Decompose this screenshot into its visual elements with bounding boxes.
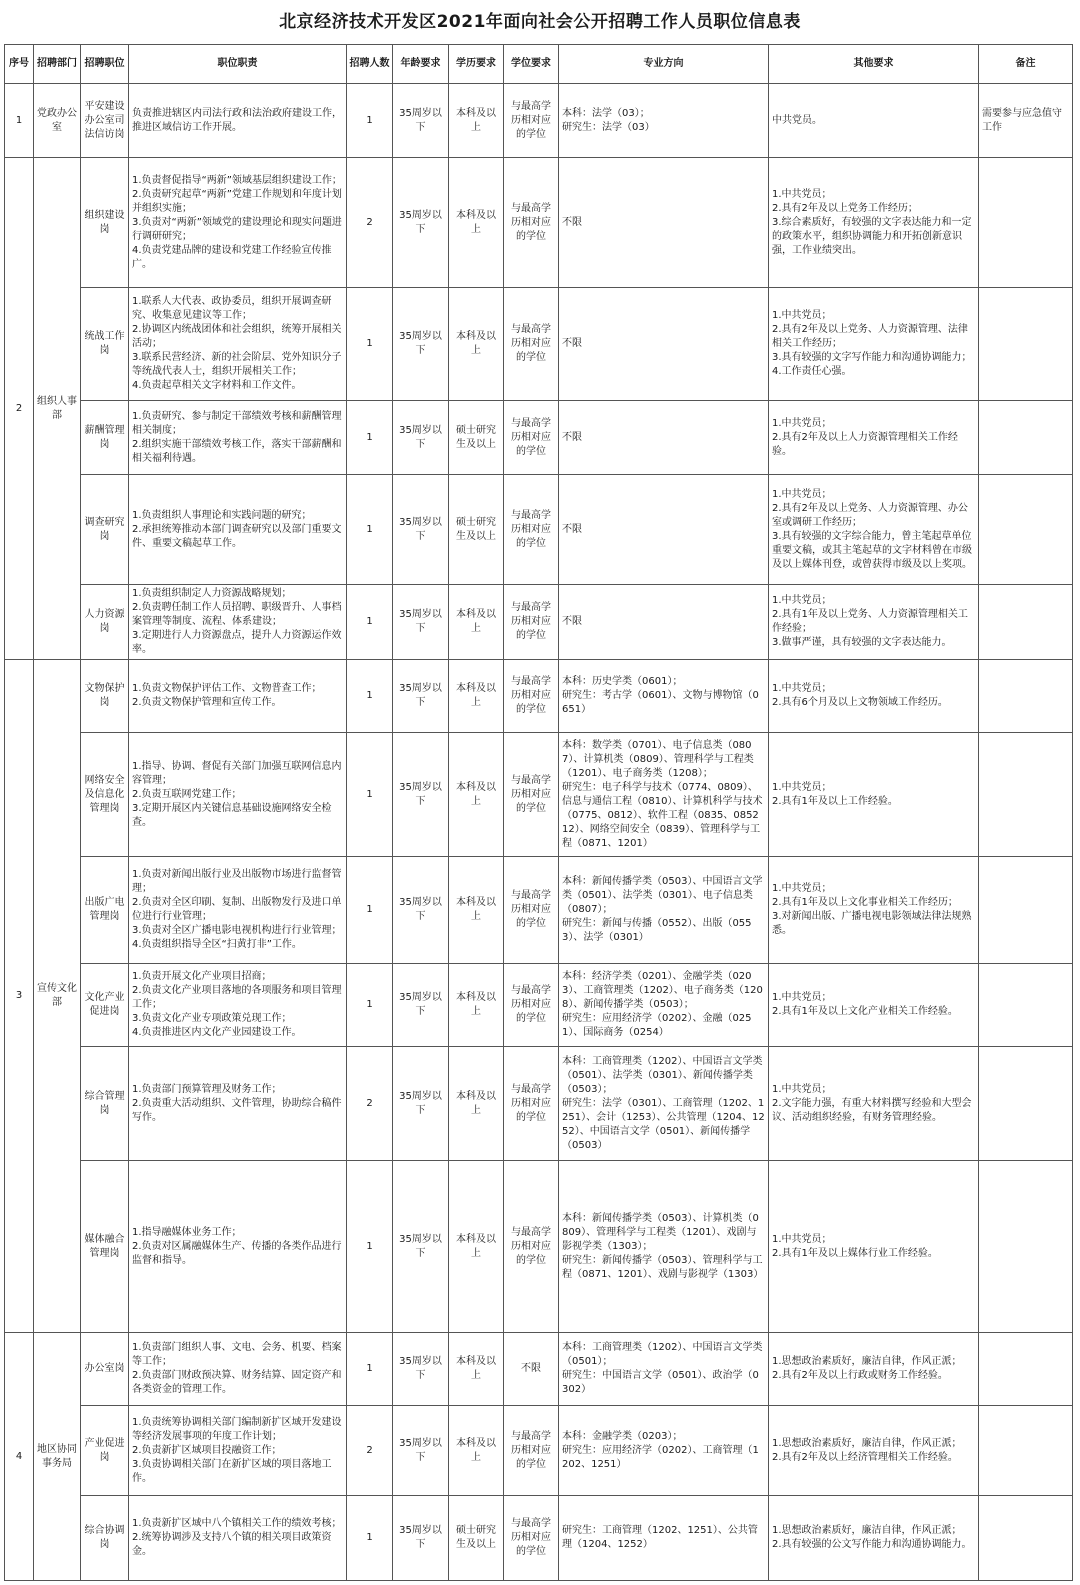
row-number: 1 [5,84,34,158]
major-requirement: 本科：工商管理类（1202）、中国语言文学类（0501）、法学类（0301）、新闻传播学类（0503）； 研究生：法学（0301）、工商管理（1202、1251）、会计（1253）、公共管理（1204、1252）、中国语言文学（0501）、新闻传播学（0503） [559,1047,769,1161]
age-requirement: 35周岁以下 [393,1496,449,1581]
note [979,733,1073,857]
degree-requirement: 与最高学历相对应的学位 [504,84,559,158]
age-requirement: 35周岁以下 [393,288,449,401]
other-requirement: 1.中共党员； 2.具有2年及以上党务工作经历； 3.综合素质好，有较强的文字表达能力和一定的政策水平，组织协调能力和开拓创新意识强，工作业绩突出。 [769,158,979,288]
other-requirement: 1.中共党员； 2.具有1年及以上工作经验。 [769,733,979,857]
age-requirement: 35周岁以下 [393,857,449,964]
major-requirement: 本科：金融学类（0203）； 研究生：应用经济学（0202）、工商管理（1202、1251） [559,1406,769,1496]
age-requirement: 35周岁以下 [393,1406,449,1496]
col-header-age: 年龄要求 [393,45,449,84]
table-row [5,288,1073,401]
job-duty: 1.负责部门组织人事、文电、会务、机要、档案等工作； 2.负责部门财政预决算、财务结算、固定资产和各类资金的管理工作。 [129,1333,347,1406]
education-requirement: 本科及以上 [449,585,504,660]
job-title: 综合协调岗 [81,1496,129,1581]
job-duty: 1.负责组织人事理论和实践问题的研究； 2.承担统筹推动本部门调查研究以及部门重要文件、重要文稿起草工作。 [129,475,347,585]
other-requirement: 1.思想政治素质好，廉洁自律，作风正派； 2.具有2年及以上行政或财务工作经验。 [769,1333,979,1406]
head-count: 1 [347,288,393,401]
degree-requirement: 与最高学历相对应的学位 [504,660,559,733]
job-title: 文化产业促进岗 [81,964,129,1047]
job-duty: 1.负责组织制定人力资源战略规划； 2.负责聘任制工作人员招聘、职级晋升、人事档案管理等制度、流程、体系建设； 3.定期进行人力资源盘点，提升人力资源运作效率。 [129,585,347,660]
job-duty: 1.负责统筹协调相关部门编制新扩区域开发建设等经济发展事项的年度工作计划； 2.负责新扩区域项目投融资工作； 3.负责协调相关部门在新扩区域的项目落地工作。 [129,1406,347,1496]
job-title: 办公室岗 [81,1333,129,1406]
job-duty: 1.负责对新闻出版行业及出版物市场进行监督管理； 2.负责对全区印刷、复制、出版物发行及进口单位进行行业管理； 3.负责对全区广播电影电视机构进行行业管理； 4.负责组织指导全区“扫黄打非”工作。 [129,857,347,964]
degree-requirement: 与最高学历相对应的学位 [504,475,559,585]
job-duty: 1.负责新扩区域中八个镇相关工作的绩效考核； 2.统筹协调涉及支持八个镇的相关项目政策资金。 [129,1496,347,1581]
other-requirement: 1.中共党员； 2.具有2年及以上人力资源管理相关工作经验。 [769,401,979,475]
education-requirement: 本科及以上 [449,1333,504,1406]
job-duty: 1.负责开展文化产业项目招商； 2.负责文化产业项目落地的各项服务和项目管理工作； 3.负责文化产业专项政策兑现工作； 4.负责推进区内文化产业园建设工作。 [129,964,347,1047]
job-title: 综合管理岗 [81,1047,129,1161]
degree-requirement: 与最高学历相对应的学位 [504,1161,559,1333]
table-row [5,401,1073,475]
job-duty: 1.负责督促指导“两新”领域基层组织建设工作； 2.负责研究起草“两新”党建工作规划和年度计划并组织实施； 3.负责对“两新”领域党的建设理论和现实问题进行调研研究； 4.负责党建品牌的建设和党建工作经验宣传推广。 [129,158,347,288]
age-requirement: 35周岁以下 [393,158,449,288]
head-count: 1 [347,401,393,475]
other-requirement: 1.中共党员； 2.具有1年及以上文化产业相关工作经验。 [769,964,979,1047]
job-duty: 1.指导融媒体业务工作； 2.负责对区属融媒体生产、传播的各类作品进行监督和指导。 [129,1161,347,1333]
department: 组织人事部 [34,158,81,660]
col-header-degree: 学位要求 [504,45,559,84]
other-requirement: 1.中共党员； 2.文字能力强，有重大材料撰写经验和大型会议、活动组织经验，有财务管理经验。 [769,1047,979,1161]
job-duty: 1.负责文物保护评估工作、文物普查工作； 2.负责文物保护管理和宣传工作。 [129,660,347,733]
age-requirement: 35周岁以下 [393,585,449,660]
row-number: 2 [5,158,34,660]
other-requirement: 1.思想政治素质好，廉洁自律，作风正派； 2.具有2年及以上经济管理相关工作经验。 [769,1406,979,1496]
job-title: 调查研究岗 [81,475,129,585]
degree-requirement: 与最高学历相对应的学位 [504,1047,559,1161]
note [979,1161,1073,1333]
note [979,585,1073,660]
age-requirement: 35周岁以下 [393,1047,449,1161]
job-duty: 1.负责研究、参与制定干部绩效考核和薪酬管理相关制度； 2.组织实施干部绩效考核工作，落实干部薪酬和相关福利待遇。 [129,401,347,475]
education-requirement: 本科及以上 [449,288,504,401]
page-title: 北京经济技术开发区2021年面向社会公开招聘工作人员职位信息表 [279,12,801,32]
education-requirement: 硕士研究生及以上 [449,401,504,475]
table-row [5,158,1073,288]
head-count: 1 [347,857,393,964]
table-row [5,585,1073,660]
age-requirement: 35周岁以下 [393,84,449,158]
major-requirement: 本科：新闻传播学类（0503）、中国语言文学类（0501）、法学类（0301）、电子信息类（0807）； 研究生：新闻与传播（0552）、出版（0553）、法学（0301） [559,857,769,964]
age-requirement: 35周岁以下 [393,733,449,857]
major-requirement: 本科：经济学类（0201）、金融学类（0203）、工商管理类（1202）、电子商务类（1208）、新闻传播学类（0503）； 研究生：应用经济学（0202）、金融（0251）、国际商务（0254） [559,964,769,1047]
table-row [5,84,1073,158]
head-count: 1 [347,964,393,1047]
header-row [5,45,1073,84]
education-requirement: 本科及以上 [449,1406,504,1496]
degree-requirement: 与最高学历相对应的学位 [504,857,559,964]
col-header-edu: 学历要求 [449,45,504,84]
job-title: 薪酬管理岗 [81,401,129,475]
age-requirement: 35周岁以下 [393,964,449,1047]
head-count: 1 [347,585,393,660]
degree-requirement: 与最高学历相对应的学位 [504,964,559,1047]
col-header-dept: 招聘部门 [34,45,81,84]
table-row [5,1333,1073,1406]
age-requirement: 35周岁以下 [393,1333,449,1406]
degree-requirement: 不限 [504,1333,559,1406]
table-row [5,1047,1073,1161]
note [979,857,1073,964]
degree-requirement: 与最高学历相对应的学位 [504,585,559,660]
degree-requirement: 与最高学历相对应的学位 [504,1406,559,1496]
head-count: 2 [347,1406,393,1496]
col-header-duty: 职位职责 [129,45,347,84]
table-row [5,964,1073,1047]
major-requirement: 研究生：工商管理（1202、1251）、公共管理（1204、1252） [559,1496,769,1581]
head-count: 1 [347,475,393,585]
col-header-major: 专业方向 [559,45,769,84]
major-requirement: 本科：历史学类（0601）； 研究生：考古学（0601）、文物与博物馆（0651） [559,660,769,733]
head-count: 1 [347,660,393,733]
department: 宣传文化部 [34,660,81,1333]
education-requirement: 硕士研究生及以上 [449,1496,504,1581]
head-count: 2 [347,1047,393,1161]
head-count: 1 [347,1496,393,1581]
major-requirement: 不限 [559,585,769,660]
major-requirement: 本科：新闻传播学类（0503）、计算机类（0809）、管理科学与工程类（1201）、戏剧与影视学类（1303）； 研究生：新闻传播学（0503）、管理科学与工程（0871、1201）、戏剧与影视学（1303） [559,1161,769,1333]
job-table [4,44,1073,1581]
table-row [5,733,1073,857]
table-row [5,475,1073,585]
table-row [5,857,1073,964]
note [979,1496,1073,1581]
head-count: 1 [347,733,393,857]
education-requirement: 硕士研究生及以上 [449,475,504,585]
education-requirement: 本科及以上 [449,1161,504,1333]
note [979,475,1073,585]
other-requirement: 1.中共党员； 2.具有2年及以上党务、人力资源管理、法律相关工作经历； 3.具有较强的文字写作能力和沟通协调能力； 4.工作责任心强。 [769,288,979,401]
table-row [5,1496,1073,1581]
head-count: 1 [347,1161,393,1333]
note [979,1333,1073,1406]
note [979,288,1073,401]
major-requirement: 不限 [559,475,769,585]
job-duty: 负责推进辖区内司法行政和法治政府建设工作，推进区域信访工作开展。 [129,84,347,158]
head-count: 1 [347,1333,393,1406]
education-requirement: 本科及以上 [449,1047,504,1161]
job-title: 组织建设岗 [81,158,129,288]
note [979,964,1073,1047]
other-requirement: 1.中共党员； 2.具有1年及以上党务、人力资源管理相关工作经验； 3.做事严谨，具有较强的文字表达能力。 [769,585,979,660]
note: 需要参与应急值守工作 [979,84,1073,158]
other-requirement: 1.中共党员； 2.具有6个月及以上文物领域工作经历。 [769,660,979,733]
degree-requirement: 与最高学历相对应的学位 [504,733,559,857]
other-requirement: 中共党员。 [769,84,979,158]
job-title: 文物保护岗 [81,660,129,733]
age-requirement: 35周岁以下 [393,660,449,733]
degree-requirement: 与最高学历相对应的学位 [504,288,559,401]
major-requirement: 本科：工商管理类（1202）、中国语言文学类（0501）； 研究生：中国语言文学（0501）、政治学（0302） [559,1333,769,1406]
age-requirement: 35周岁以下 [393,1161,449,1333]
table-row [5,660,1073,733]
job-title: 人力资源岗 [81,585,129,660]
major-requirement: 本科：法学（03）； 研究生：法学（03） [559,84,769,158]
note [979,401,1073,475]
note [979,660,1073,733]
col-header-no: 序号 [5,45,34,84]
education-requirement: 本科及以上 [449,733,504,857]
head-count: 1 [347,84,393,158]
age-requirement: 35周岁以下 [393,401,449,475]
job-table-body [5,84,1073,1581]
major-requirement: 不限 [559,401,769,475]
degree-requirement: 与最高学历相对应的学位 [504,1496,559,1581]
row-number: 3 [5,660,34,1333]
education-requirement: 本科及以上 [449,660,504,733]
degree-requirement: 与最高学历相对应的学位 [504,401,559,475]
col-header-other: 其他要求 [769,45,979,84]
department: 地区协同事务局 [34,1333,81,1581]
row-number: 4 [5,1333,34,1581]
job-title: 出版广电管理岗 [81,857,129,964]
other-requirement: 1.中共党员； 2.具有2年及以上党务、人力资源管理、办公室或调研工作经历； 3.具有较强的文字综合能力，曾主笔起草单位重要文稿，或其主笔起草的文字材料曾在市级及以上媒体刊登，或曾获得市级及以上奖项。 [769,475,979,585]
table-row [5,1161,1073,1333]
major-requirement: 不限 [559,288,769,401]
education-requirement: 本科及以上 [449,857,504,964]
department: 党政办公室 [34,84,81,158]
major-requirement: 本科：数学类（0701）、电子信息类（0807）、计算机类（0809）、管理科学与工程类（1201）、电子商务类（1208）； 研究生：电子科学与技术（0774、0809）、信息与通信工程（0810）、计算机科学与技术（0775、0812）、软件工程（0835、085212）、网络空间安全（0839）、管理科学与工程（0871、1201） [559,733,769,857]
job-title: 平安建设办公室司法信访岗 [81,84,129,158]
education-requirement: 本科及以上 [449,964,504,1047]
job-title: 产业促进岗 [81,1406,129,1496]
other-requirement: 1.思想政治素质好，廉洁自律，作风正派； 2.具有较强的公文写作能力和沟通协调能力。 [769,1496,979,1581]
job-duty: 1.联系人大代表、政协委员，组织开展调查研究、收集意见建议等工作； 2.协调区内统战团体和社会组织，统筹开展相关活动； 3.联系民营经济、新的社会阶层、党外知识分子等统战代表人士，组织开展相关工作； 4.负责起草相关文字材料和工作文件。 [129,288,347,401]
col-header-job: 招聘职位 [81,45,129,84]
job-duty: 1.指导、协调、督促有关部门加强互联网信息内容管理； 2.负责互联网党建工作； 3.定期开展区内关键信息基础设施网络安全检查。 [129,733,347,857]
note [979,158,1073,288]
job-title: 网络安全及信息化管理岗 [81,733,129,857]
job-title: 媒体融合管理岗 [81,1161,129,1333]
other-requirement: 1.中共党员； 2.具有1年及以上媒体行业工作经验。 [769,1161,979,1333]
col-header-note: 备注 [979,45,1073,84]
degree-requirement: 与最高学历相对应的学位 [504,158,559,288]
education-requirement: 本科及以上 [449,84,504,158]
major-requirement: 不限 [559,158,769,288]
note [979,1406,1073,1496]
table-row [5,1406,1073,1496]
head-count: 2 [347,158,393,288]
other-requirement: 1.中共党员； 2.具有1年及以上文化事业相关工作经历； 3.对新闻出版、广播电视电影领域法律法规熟悉。 [769,857,979,964]
education-requirement: 本科及以上 [449,158,504,288]
note [979,1047,1073,1161]
age-requirement: 35周岁以下 [393,475,449,585]
col-header-num: 招聘人数 [347,45,393,84]
job-duty: 1.负责部门预算管理及财务工作； 2.负责重大活动组织、文件管理，协助综合稿件写作。 [129,1047,347,1161]
job-title: 统战工作岗 [81,288,129,401]
